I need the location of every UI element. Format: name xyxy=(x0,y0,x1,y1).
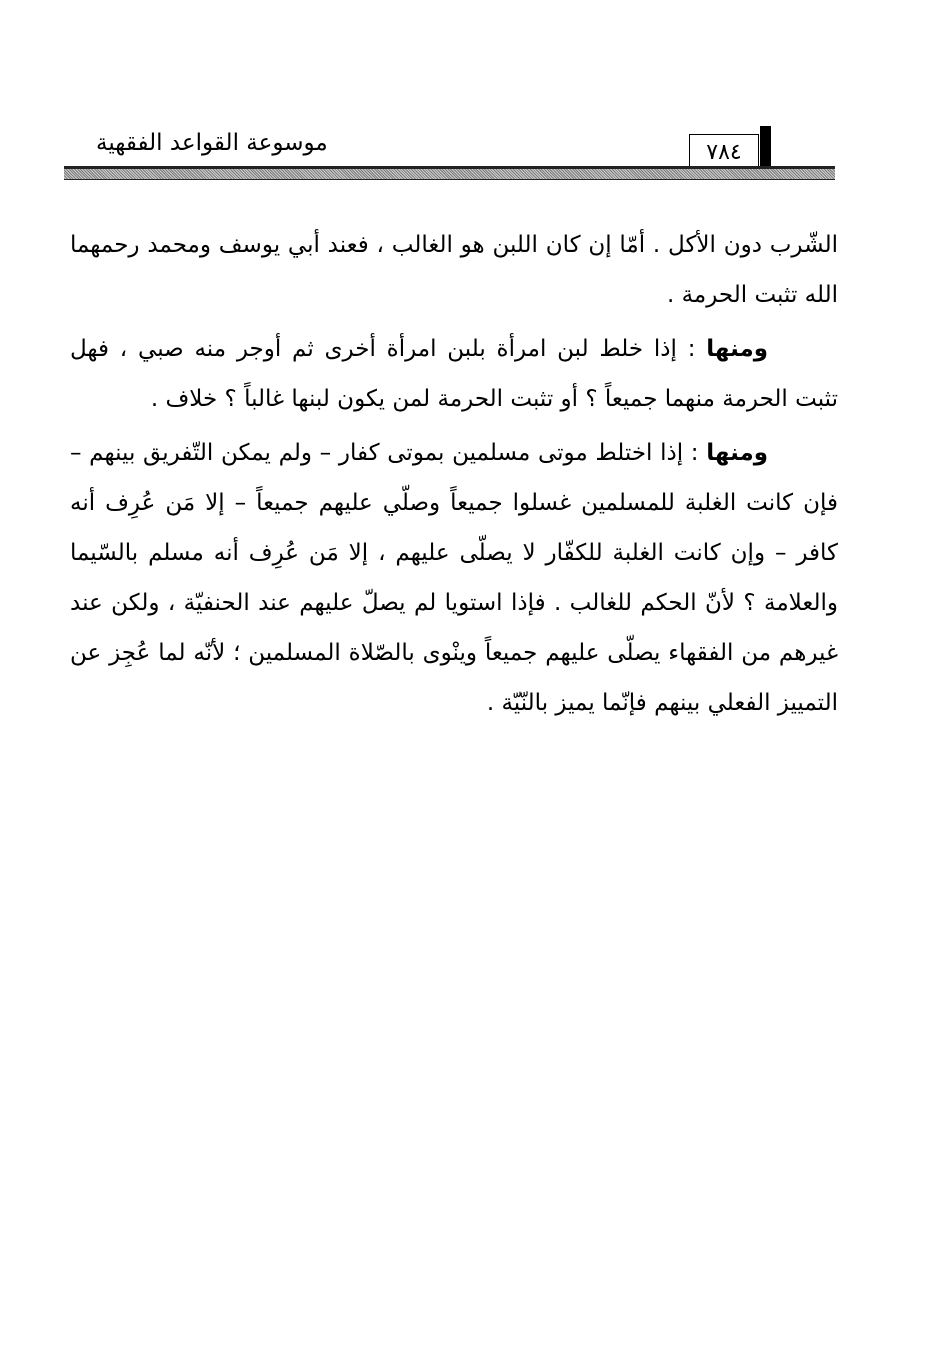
paragraph-3 xyxy=(70,428,838,728)
paragraph-text: : إذا اختلط موتى مسلمين بموتى كفار – ولم يمكن التّفريق بينهم – فإن كانت الغلبة للمسلمين غسلوا جميعاً وصلّي عليهم جميعاً – إلا مَن عُرِف أنه كافر – وإن كانت الغلبة للكفّار لا يصلّى عليهم ، إلا مَن عُرِف أنه مسلم بالسّيما والعلامة ؟ لأنّ الحكم للغالب . فإذا استويا لم يصلّ عليهم عند الحنفيّة ، ولكن عند غيرهم من الفقهاء يصلّى عليهم جميعاً وينْوى بالصّلاة المسلمين ؛ لأنّه لما عُجِز عن التمييز الفعلي بينهم فإنّما يميز بالنّيّة . xyxy=(70,440,838,716)
paragraph-text: الشّرب دون الأكل . أمّا إن كان اللبن هو الغالب ، فعند أبي يوسف ومحمد رحمهما الله تثبت الحرمة . xyxy=(70,232,838,308)
page-number: ٧٨٤ xyxy=(706,140,742,165)
running-header-title: موسوعة القواعد الفقهية xyxy=(96,130,328,156)
paragraph-lead: ومنها xyxy=(706,440,768,466)
paragraph-1 xyxy=(70,220,838,320)
paragraph-text: : إذا خلط لبن امرأة بلبن امرأة أخرى ثم أوجر منه صبي ، فهل تثبت الحرمة منهما جميعاً ؟ أو تثبت الحرمة لمن يكون لبنها غالباً ؟ خلاف . xyxy=(70,336,838,412)
paragraph-lead: ومنها xyxy=(706,336,768,362)
header-rule xyxy=(64,168,835,180)
body-text xyxy=(70,220,838,732)
paragraph-2 xyxy=(70,324,838,424)
